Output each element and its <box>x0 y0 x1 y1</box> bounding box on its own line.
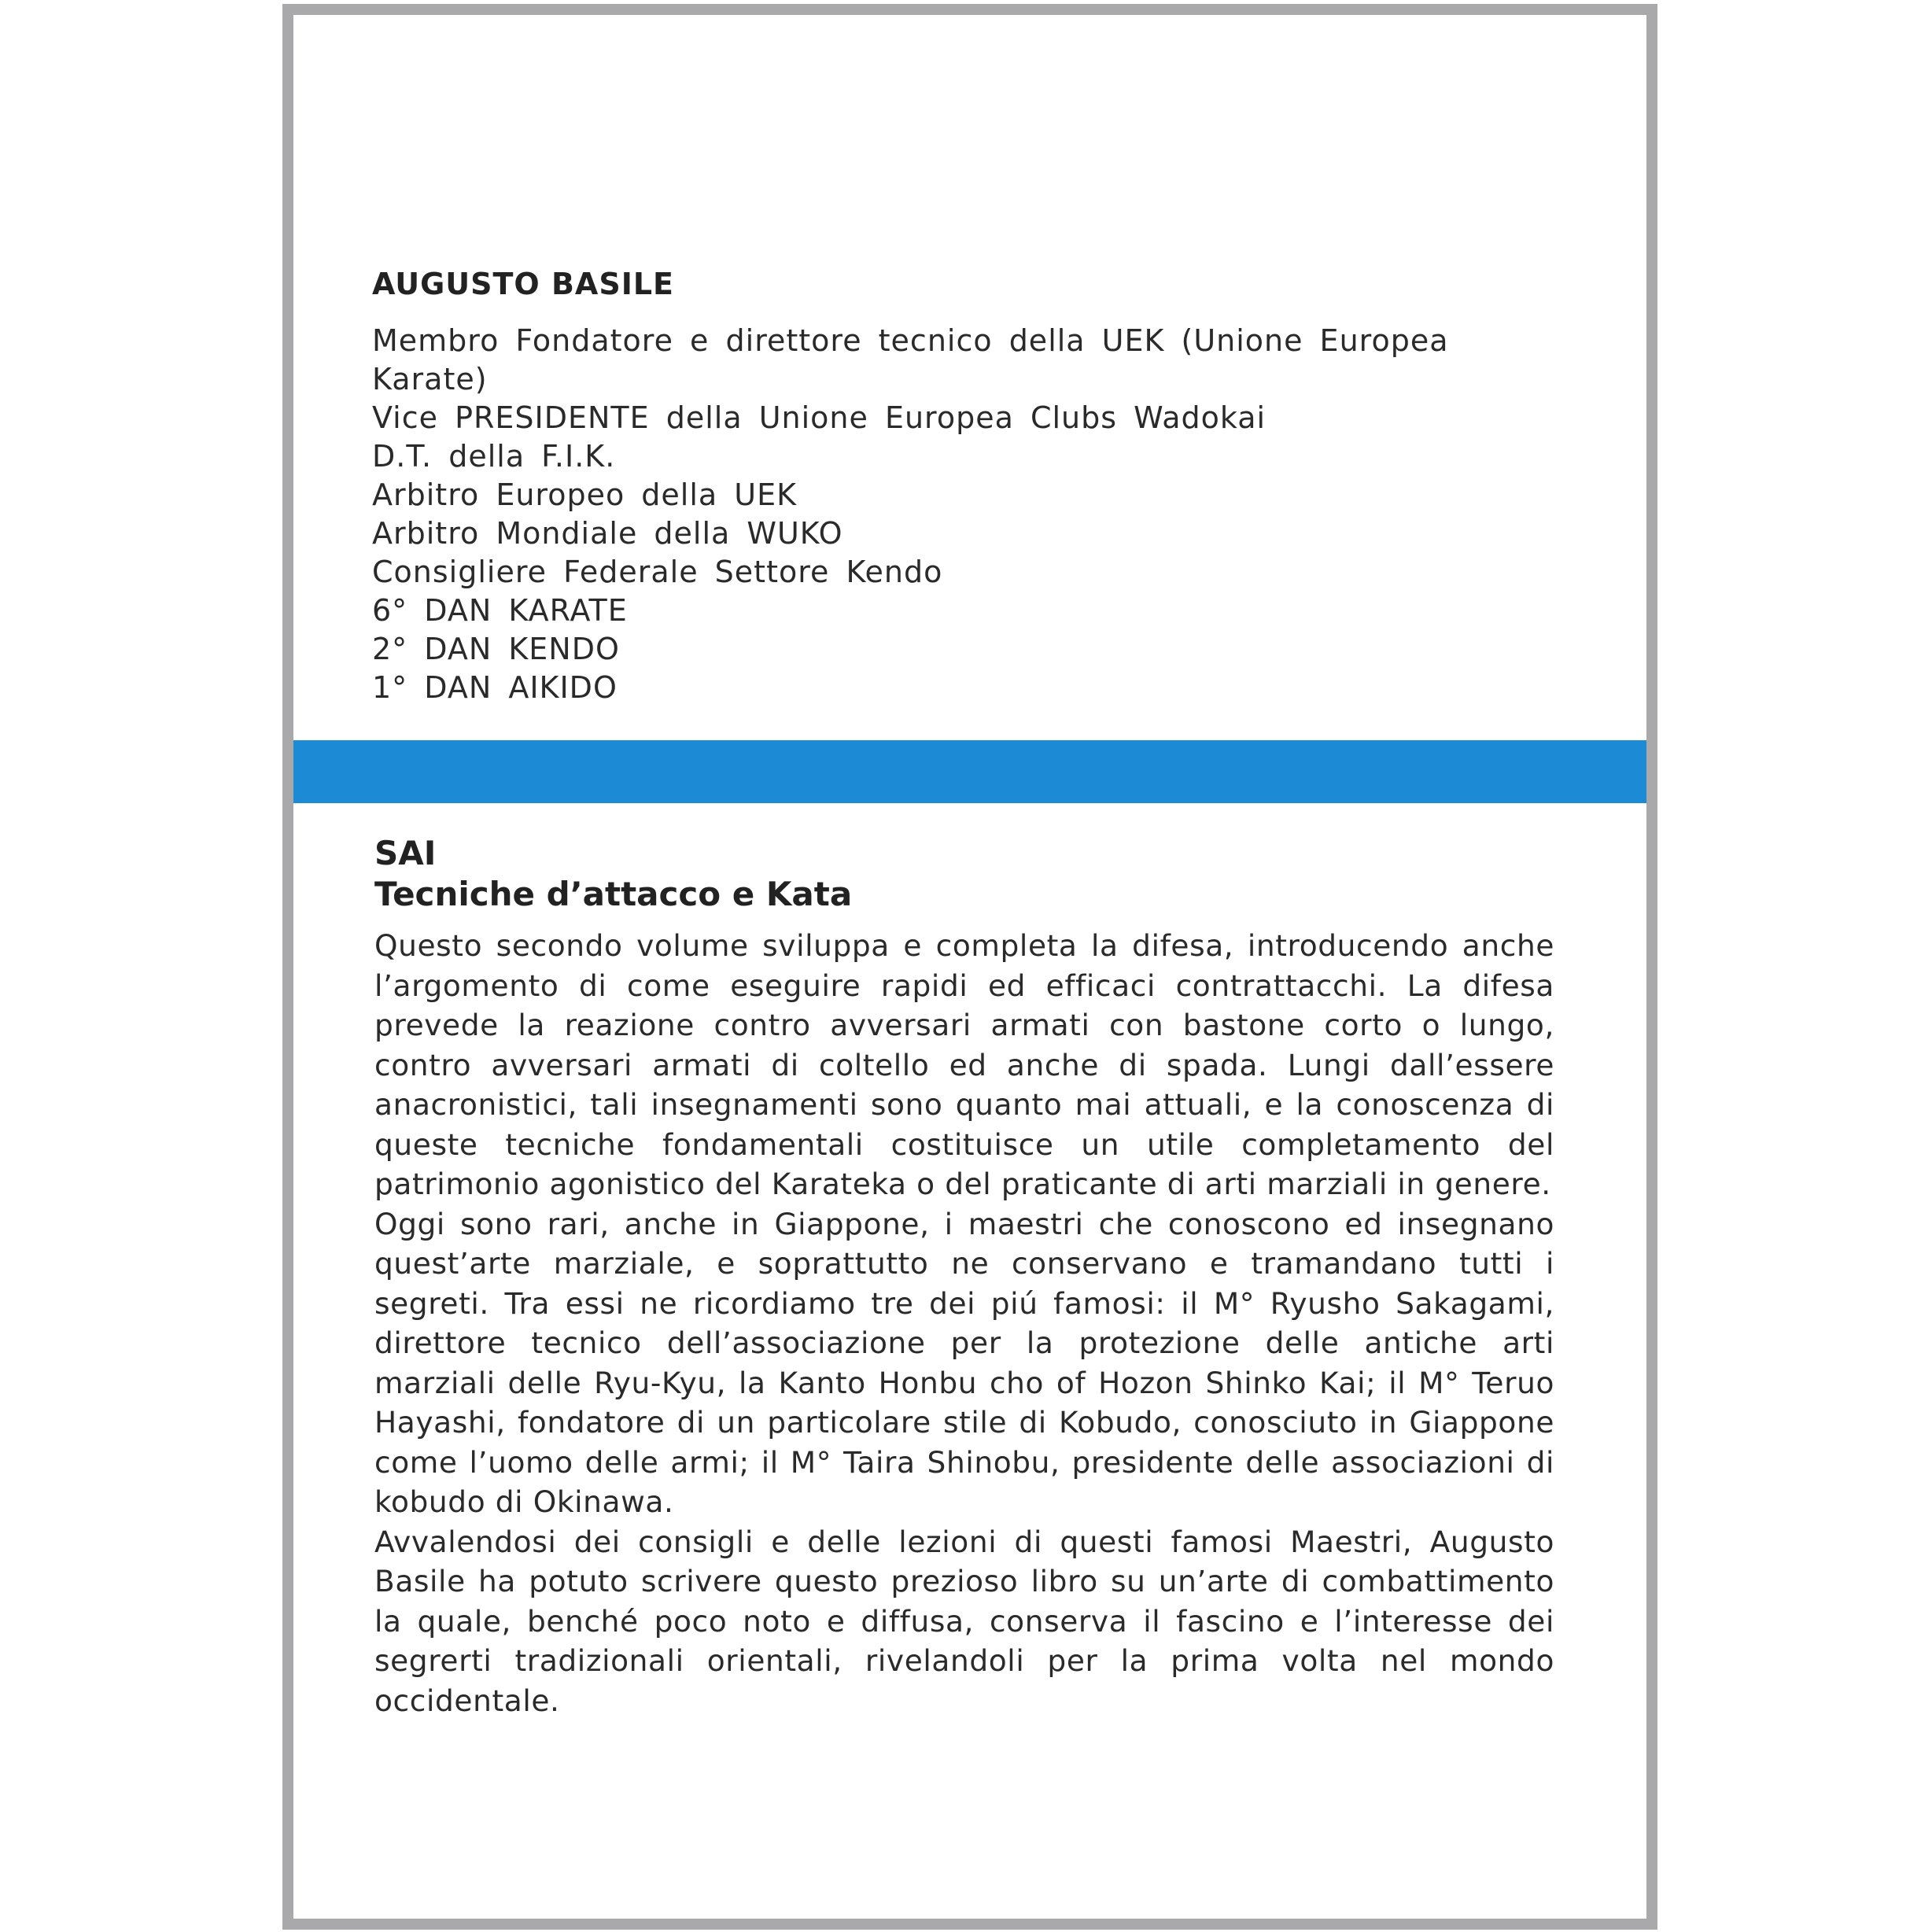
credential-item: Consigliere Federale Settore Kendo <box>372 555 943 589</box>
credential-item: 2° DAN KENDO <box>372 632 620 666</box>
credential-item: Arbitro Europeo della UEK <box>372 477 797 512</box>
credential-item: 1° DAN AIKIDO <box>372 670 618 705</box>
credential-item: Vice PRESIDENTE della Unione Europea Clubs Wadokai <box>372 400 1266 435</box>
author-name: AUGUSTO BASILE <box>372 267 675 301</box>
book-description-section <box>374 833 1554 1720</box>
book-subtitle: Tecniche d’attacco e Kata <box>374 875 853 913</box>
credential-item: 6° DAN KARATE <box>372 593 628 628</box>
credential-item: D.T. della F.I.K. <box>372 439 616 474</box>
description-paragraph: Oggi sono rari, anche in Giappone, i maestri che conoscono ed insegnano quest’arte marziale, e soprattutto ne conservano e tramandano tutti i segreti. Tra essi ne ricordiamo tre dei piú famosi: il M° Ryusho Sakagami, direttore tecnico dell’associazione per la protezione delle antiche arti marziali delle Ryu-Kyu, la Kanto Honbu cho of Hozon Shinko Kai; il M° Teruo Hayashi, fondatore di un particolare stile di Kobudo, conosciuto in Giappone come l’uomo delle armi; il M° Taira Shinobu, presidente delle associazioni di kobudo di Okinawa. <box>374 1206 1554 1519</box>
book-description <box>374 926 1554 1720</box>
author-section <box>372 267 1505 707</box>
book-back-cover <box>282 4 1657 1930</box>
credential-item: Arbitro Mondiale della WUKO <box>372 516 843 551</box>
author-credentials <box>372 322 1505 707</box>
credential-item: Membro Fondatore e direttore tecnico della UEK (Unione Europea Karate) <box>372 323 1449 396</box>
description-paragraph: Avvalendosi dei consigli e delle lezioni di questi famosi Maestri, Augusto Basile ha potuto scrivere questo prezioso libro su un’arte di combattimento la quale, benché poco noto e diffusa, conserva il fascino e l’interesse dei segrerti tradizionali orientali, rivelandoli per la prima volta nel mondo occidentale. <box>374 1524 1554 1718</box>
description-paragraph: Questo secondo volume sviluppa e completa la difesa, introducendo anche l’argomento di come eseguire rapidi ed efficaci contrattacchi. La difesa prevede la reazione contro avversari armati con bastone corto o lungo, contro avversari armati di coltello ed anche di spada. Lungi dall’essere anacronistici, tali insegnamenti sono quanto mai attuali, e la conoscenza di queste tecniche fondamentali costituisce un utile completamento del patrimonio agonistico del Karateka o del praticante di arti marziali in genere. <box>374 928 1554 1201</box>
book-title: SAI <box>374 834 437 872</box>
blue-divider-band <box>293 740 1646 803</box>
